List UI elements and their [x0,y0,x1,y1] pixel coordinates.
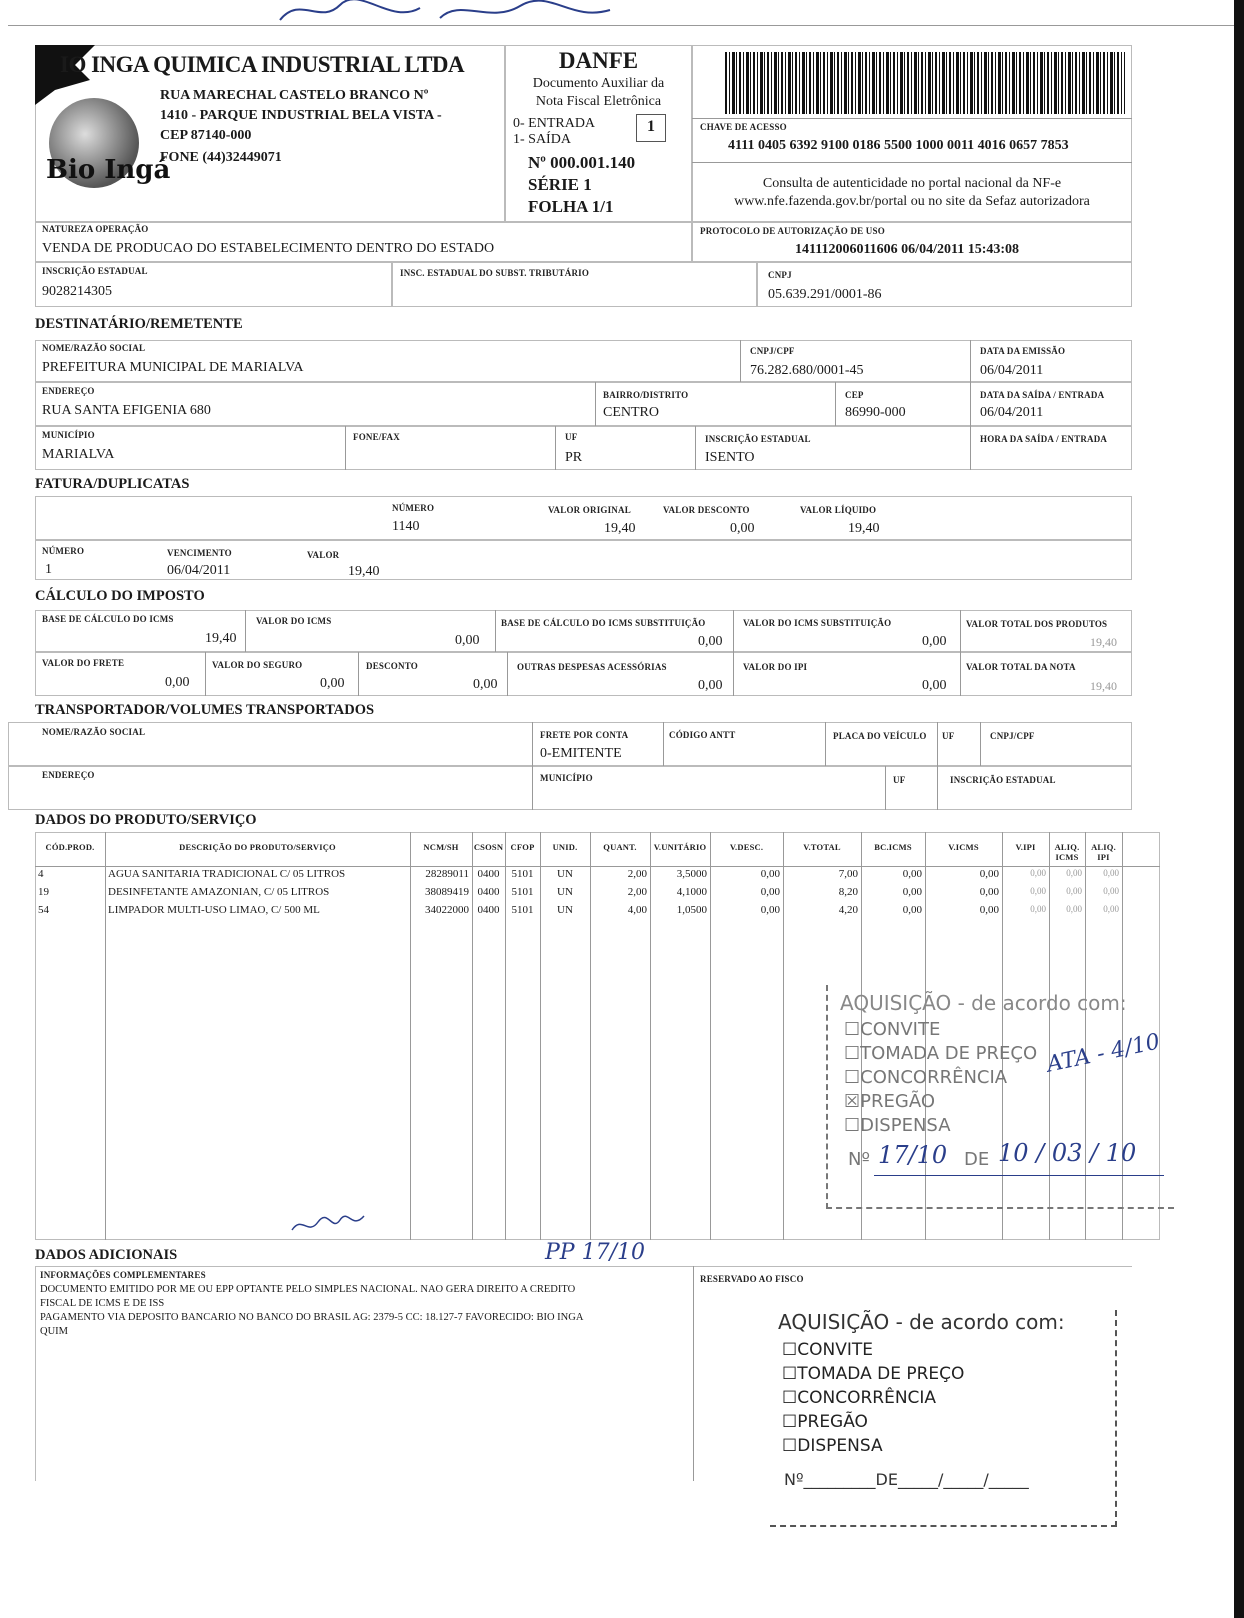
fatura-box [35,496,1132,540]
produtos-cell: 0400 [477,886,500,898]
produtos-header-rule [35,866,1160,867]
dest-endereco-label: ENDEREÇO [42,386,95,396]
danfe-folha: FOLHA 1/1 [528,197,614,216]
danfe-serie: SÉRIE 1 [528,175,592,194]
fatura-vorig-label: VALOR ORIGINAL [548,505,631,515]
dup-num-label: NÚMERO [42,546,85,556]
produtos-header-cell: V.ICMS [948,842,979,852]
chave-valor: 4111 0405 6392 9100 0186 5500 1000 0011 4016 0657 7853 [728,138,1069,153]
imp-div-3 [733,610,734,652]
dest-municipio: MARIALVA [42,447,115,462]
produtos-header-cell: CSOSN [473,842,504,852]
danfe-tipo: 1 [647,118,655,135]
company-name: IO INGA QUIMICA INDUSTRIAL LTDA [60,52,465,77]
produtos-cell: 0,00 [1066,868,1082,878]
produtos-header-cell: ALIQ. IPI [1091,842,1116,862]
tr-endereco-label: ENDEREÇO [42,770,95,780]
produtos-cell: 2,00 [627,886,647,898]
chave-label: CHAVE DE ACESSO [700,122,787,132]
produtos-cell: DESINFETANTE AMAZONIAN, C/ 05 LITROS [108,886,330,898]
company-phone: FONE (44)32449071 [160,150,282,165]
produtos-cell: 4,1000 [676,886,707,898]
produtos-cell: 28289011 [425,868,469,880]
produtos-cell: LIMPADOR MULTI-USO LIMAO, C/ 500 ML [108,904,320,916]
stamp1-mao: ATA - 4/10 [1044,1029,1163,1078]
dup-venc-label: VENCIMENTO [167,548,232,558]
cnpj-label: CNPJ [768,270,792,280]
produtos-header-cell: NCM/SH [423,842,459,852]
tr-div-7 [885,766,886,810]
produtos-cell: 0,00 [1030,904,1046,914]
tr-frete-label: FRETE POR CONTA [540,730,629,740]
produtos-header-cell: DESCRIÇÃO DO PRODUTO/SERVIÇO [179,842,336,852]
stamp2-op4: ☐PREGÃO [782,1412,868,1432]
stamp2-op2: ☐TOMADA DE PREÇO [782,1364,965,1384]
produtos-col-divider [650,832,651,1240]
imp-vprod-label: VALOR TOTAL DOS PRODUTOS [966,619,1108,629]
natureza-valor: VENDA DE PRODUCAO DO ESTABELECIMENTO DENTRO DO ESTADO [42,241,495,256]
produtos-header-cell: BC.ICMS [874,842,912,852]
tr-div-3 [825,722,826,766]
dest-saida: 06/04/2011 [980,405,1044,420]
tr-ie-label: INSCRIÇÃO ESTADUAL [950,775,1056,785]
dup-venc: 06/04/2011 [167,563,231,578]
stamp1-op1: ☐CONVITE [844,1019,941,1040]
handwriting-top [270,0,630,22]
cnpj-valor: 05.639.291/0001-86 [768,287,882,302]
tr-municipio-label: MUNICÍPIO [540,773,593,783]
dest-ie: ISENTO [705,450,755,465]
imp-bcst-label: BASE DE CÁLCULO DO ICMS SUBSTITUIÇÃO [501,618,706,628]
handwritten-signature [290,1210,370,1240]
imp-vst: 0,00 [922,634,947,649]
produtos-header-cell: V.IPI [1015,842,1036,852]
stamp2-op1: ☐CONVITE [782,1340,873,1360]
chave-consulta-2: www.nfe.fazenda.gov.br/portal ou no site da Sefaz autorizadora [734,194,1090,209]
produtos-col-divider [505,832,506,1240]
produtos-cell: 38089419 [425,886,469,898]
dest-bairro: CENTRO [603,405,659,420]
produtos-cell: UN [557,904,573,916]
natureza-label: NATUREZA OPERAÇÃO [42,224,149,234]
produtos-cell: 0,00 [1103,886,1119,896]
dest-saida-label: DATA DA SAÍDA / ENTRADA [980,390,1105,400]
produtos-col-divider [410,832,411,1240]
produtos-header-cell: UNID. [552,842,578,852]
produtos-cell: 5101 [511,904,534,916]
produtos-cell: 0,00 [902,868,922,880]
tr-uf-label: UF [942,731,955,741]
produtos-cell: 3,5000 [676,868,707,880]
produtos-cell: 0,00 [760,886,780,898]
ie-st-label: INSC. ESTADUAL DO SUBST. TRIBUTÁRIO [400,268,590,278]
fatura-numero: 1140 [392,519,420,534]
stamp1-num: 17/10 [878,1141,948,1169]
dest-bairro-label: BAIRRO/DISTRITO [603,390,689,400]
imp-div-5 [205,652,206,696]
tr-div-4 [937,722,938,766]
produtos-cell: 0,00 [1066,886,1082,896]
barcode-rule [692,118,1132,119]
danfe-saida: 1- SAÍDA [513,132,571,147]
stamp1-line [874,1175,1164,1176]
imp-div-8 [733,652,734,696]
imp-div-9 [960,652,961,696]
barcode [725,52,1125,114]
produtos-cell: 1,0500 [676,904,707,916]
fatura-vliq-label: VALOR LÍQUIDO [800,505,877,515]
stamp1-title: AQUISIÇÃO - de acordo com: [840,991,1127,1015]
tr-div-1 [532,722,533,766]
imp-desconto: 0,00 [473,677,498,692]
stamp-aquisicao-1 [826,985,1174,1209]
imp-div-1 [245,610,246,652]
tr-div-6 [532,766,533,810]
imp-outras: 0,00 [698,678,723,693]
fatura-vdesc-label: VALOR DESCONTO [663,505,750,515]
fatura-vdesc: 0,00 [730,521,755,536]
dest-nome: PREFEITURA MUNICIPAL DE MARIALVA [42,360,304,375]
imp-div-7 [507,652,508,696]
produtos-cell: 0,00 [1030,868,1046,878]
handwritten-pp: PP 17/10 [545,1240,645,1265]
danfe-entrada: 0- ENTRADA [513,116,596,131]
dest-endereco: RUA SANTA EFIGENIA 680 [42,403,211,418]
tr-frete: 0-EMITENTE [540,746,622,761]
tr-div-5 [980,722,981,766]
produtos-cell: 0,00 [902,886,922,898]
produtos-cell: UN [557,886,573,898]
produtos-cell: UN [557,868,573,880]
dest-div-5 [970,382,971,426]
danfe-numero: Nº 000.001.140 [528,153,636,172]
dest-emissao: 06/04/2011 [980,363,1044,378]
ie-label: INSCRIÇÃO ESTADUAL [42,266,148,276]
protocolo-label: PROTOCOLO DE AUTORIZAÇÃO DE USO [700,226,885,236]
tr-div-8 [937,766,938,810]
dest-div-6 [345,426,346,470]
svg-text:Bio Ingá: Bio Ingá [46,155,171,185]
imp-seguro: 0,00 [320,676,345,691]
tr-cnpj-label: CNPJ/CPF [990,731,1035,741]
produtos-col-divider [105,832,106,1240]
imp-vicms: 0,00 [455,633,480,648]
produtos-cell: 0400 [477,904,500,916]
danfe-title: DANFE [558,48,639,73]
dest-fone-label: FONE/FAX [353,432,400,442]
produtos-cell: 5101 [511,868,534,880]
danfe-sub-2: Nota Fiscal Eletrônica [535,94,662,109]
company-address-1: RUA MARECHAL CASTELO BRANCO Nº [160,88,429,103]
produtos-header-cell: V.UNITÁRIO [653,842,707,852]
produtos-cell: 0,00 [979,886,999,898]
produtos-cell: 4,00 [627,904,647,916]
imp-ipi: 0,00 [922,678,947,693]
dup-val-label: VALOR [307,550,340,560]
produtos-header-cell: CÓD.PROD. [45,842,95,852]
adicionais-divider [693,1266,694,1481]
stamp2-op5: ☐DISPENSA [782,1436,883,1456]
produtos-col-divider [472,832,473,1240]
bio-inga-logo [42,88,171,203]
produtos-cell: 2,00 [627,868,647,880]
produtos-cell: 0,00 [760,904,780,916]
imp-ipi-label: VALOR DO IPI [743,662,808,672]
imp-bcst: 0,00 [698,634,723,649]
dest-emissao-label: DATA DA EMISSÃO [980,346,1066,356]
info-line-4: QUIM [40,1326,68,1337]
dest-cnpj: 76.282.680/0001-45 [750,363,864,378]
imp-bc: 19,40 [205,631,237,646]
produtos-cell: 8,20 [838,886,858,898]
produtos-header-cell: CFOP [510,842,535,852]
imp-bc-label: BASE DE CÁLCULO DO ICMS [42,614,174,624]
stamp2-title: AQUISIÇÃO - de acordo com: [778,1310,1065,1334]
produtos-cell: 5101 [511,886,534,898]
stamp1-op3: ☐CONCORRÊNCIA [844,1067,1008,1088]
imp-div-4 [960,610,961,652]
tr-placa-label: PLACA DO VEÍCULO [833,731,927,741]
info-line-1: DOCUMENTO EMITIDO POR ME OU EPP OPTANTE PELO SIMPLES NACIONAL. NAO GERA DIREITO A CREDITO [40,1284,576,1295]
produtos-cell: 0,00 [979,904,999,916]
produtos-cell: 0,00 [1066,904,1082,914]
fisco-label: RESERVADO AO FISCO [700,1274,804,1284]
danfe-sub-1: Documento Auxiliar da [532,76,665,91]
imp-seguro-label: VALOR DO SEGURO [212,660,303,670]
imp-div-6 [358,652,359,696]
produtos-cell: 19 [38,886,49,898]
chave-consulta-1: Consulta de autenticidade no portal nacional da NF-e [762,176,1062,191]
tr-nome-label: NOME/RAZÃO SOCIAL [42,727,146,737]
imp-vprod: 19,40 [1090,635,1117,649]
produtos-cell: 4 [38,868,44,880]
imp-vicms-label: VALOR DO ICMS [256,616,332,626]
dest-municipio-label: MUNICÍPIO [42,430,95,440]
fatura-vorig: 19,40 [604,521,636,536]
dest-uf-label: UF [565,432,578,442]
dest-nome-label: NOME/RAZÃO SOCIAL [42,343,146,353]
tr-uf2-label: UF [893,775,906,785]
produtos-cell: 7,00 [838,868,858,880]
imp-desconto-label: DESCONTO [366,661,418,671]
produtos-cell: 0,00 [902,904,922,916]
stamp1-data: 10 / 03 / 10 [998,1139,1137,1167]
imp-outras-label: OUTRAS DESPESAS ACESSÓRIAS [517,662,667,672]
produtos-cell: 0,00 [760,868,780,880]
stamp1-num-label: Nº [848,1149,870,1170]
stamp-aquisicao-2 [770,1310,1117,1527]
company-address-2: 1410 - PARQUE INDUSTRIAL BELA VISTA - [160,108,442,123]
dest-div-4 [835,382,836,426]
info-line-3: PAGAMENTO VIA DEPOSITO BANCARIO NO BANCO DO BRASIL AG: 2379-5 CC: 18.127-7 FAVORECIDO: BIO INGA [40,1312,584,1323]
dest-cnpj-label: CNPJ/CPF [750,346,795,356]
produtos-cell: 0,00 [1103,904,1119,914]
dup-num: 1 [45,562,52,577]
imp-vnota: 19,40 [1090,679,1117,693]
produtos-col-divider [540,832,541,1240]
imp-frete-label: VALOR DO FRETE [42,658,125,668]
produtos-cell: 54 [38,904,49,916]
produtos-header-cell: V.DESC. [729,842,764,852]
imp-vnota-label: VALOR TOTAL DA NOTA [966,662,1076,672]
produtos-header-cell: ALIQ. ICMS [1054,842,1080,862]
protocolo-valor: 141112006011606 06/04/2011 15:43:08 [795,242,1020,257]
destinatario-row3 [35,426,1132,470]
transporte-title: TRANSPORTADOR/VOLUMES TRANSPORTADOS [35,702,375,718]
imposto-title: CÁLCULO DO IMPOSTO [35,588,205,604]
dest-div-8 [695,426,696,470]
info-line-2: FISCAL DE ICMS E DE ISS [40,1298,165,1309]
stamp1-op5: ☐DISPENSA [844,1115,951,1136]
imposto-row2 [35,652,1132,696]
produtos-col-divider [590,832,591,1240]
produtos-header-cell: QUANT. [603,842,637,852]
adicionais-title: DADOS ADICIONAIS [35,1247,178,1263]
dest-div-7 [555,426,556,470]
stamp1-op2: ☐TOMADA DE PREÇO [844,1043,1038,1064]
dest-div-2 [970,340,971,382]
stamp1-de-label: DE [964,1149,990,1170]
imp-frete: 0,00 [165,675,190,690]
dest-cep: 86990-000 [845,405,906,420]
dest-div-9 [970,426,971,470]
produtos-cell: 34022000 [425,904,469,916]
top-rule [8,25,1234,26]
fatura-title: FATURA/DUPLICATAS [35,476,190,492]
produtos-cell: 0,00 [1103,868,1119,878]
tr-div-2 [663,722,664,766]
dest-cep-label: CEP [845,390,864,400]
produtos-header-cell: V.TOTAL [803,842,841,852]
produtos-cell: AGUA SANITARIA TRADICIONAL C/ 05 LITROS [108,868,346,880]
produtos-title: DADOS DO PRODUTO/SERVIÇO [35,812,257,828]
tr-antt-label: CÓDIGO ANTT [669,730,736,740]
produtos-cell: 4,20 [838,904,858,916]
produtos-cell: 0400 [477,868,500,880]
info-label: INFORMAÇÕES COMPLEMENTARES [40,1270,206,1280]
dest-ie-label: INSCRIÇÃO ESTADUAL [705,434,811,444]
imposto-row1 [35,610,1132,652]
dest-uf: PR [565,450,583,465]
ie-valor: 9028214305 [42,284,112,299]
dest-hora-label: HORA DA SAÍDA / ENTRADA [980,434,1108,444]
company-cep: CEP 87140-000 [160,128,252,143]
chave-rule [692,162,1132,163]
imp-vst-label: VALOR DO ICMS SUBSTITUIÇÃO [743,618,892,628]
dup-val: 19,40 [348,564,380,579]
dest-div-1 [740,340,741,382]
fatura-vliq: 19,40 [848,521,880,536]
fatura-numero-label: NÚMERO [392,503,435,513]
produtos-cell: 0,00 [1030,886,1046,896]
imp-div-2 [495,610,496,652]
stamp2-op3: ☐CONCORRÊNCIA [782,1388,937,1408]
dest-div-3 [595,382,596,426]
scan-right-edge [1234,0,1244,1618]
destinatario-title: DESTINATÁRIO/REMETENTE [35,316,243,332]
stamp2-line: Nº_________DE_____/_____/_____ [784,1470,1029,1489]
produtos-cell: 0,00 [979,868,999,880]
stamp1-op4: ☒PREGÃO [844,1091,935,1112]
produtos-col-divider [783,832,784,1240]
produtos-col-divider [710,832,711,1240]
